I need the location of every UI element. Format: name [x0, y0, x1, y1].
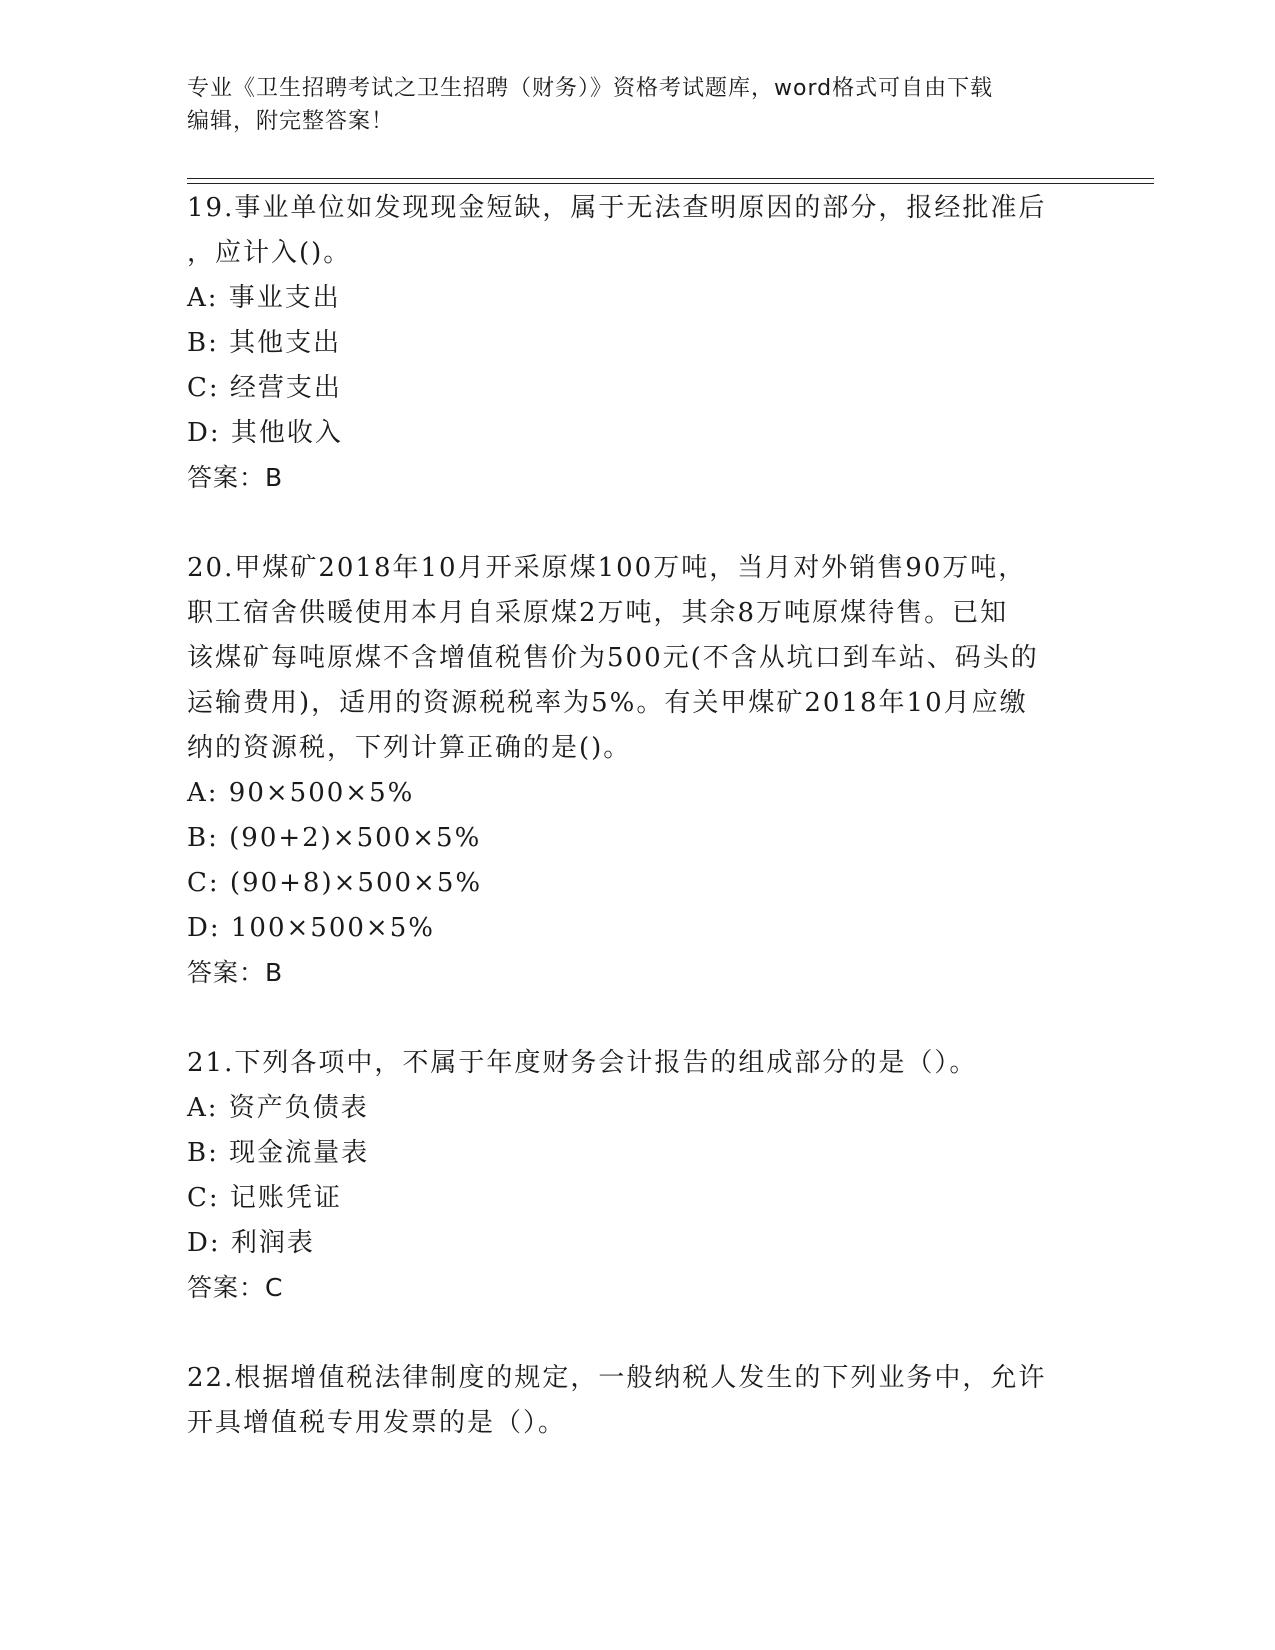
question-stem-line: 19.事业单位如发现现金短缺，属于无法查明原因的部分，报经批准后: [187, 193, 1047, 223]
option-a: A: 事业支出: [187, 283, 341, 313]
option-b: B: (90+2)×500×5%: [187, 823, 482, 853]
question-stem-line: 21.下列各项中，不属于年度财务会计报告的组成部分的是（）。: [187, 1048, 978, 1078]
question-stem-line: 运输费用)，适用的资源税税率为5%。有关甲煤矿2018年10月应缴: [187, 688, 1028, 718]
option-c: C: (90+8)×500×5%: [187, 868, 483, 898]
header-line-2: 编辑，附完整答案！: [187, 109, 395, 134]
option-d: D: 利润表: [187, 1228, 315, 1258]
answer-label: 答案：C: [187, 1273, 284, 1302]
option-b: B: 现金流量表: [187, 1138, 370, 1168]
question-stem-line: 20.甲煤矿2018年10月开采原煤100万吨，当月对外销售90万吨，: [187, 553, 1027, 583]
option-d: D: 100×500×5%: [187, 913, 435, 943]
option-c: C: 经营支出: [187, 373, 342, 403]
option-d: D: 其他收入: [187, 418, 343, 448]
answer-label: 答案：B: [187, 463, 284, 492]
question-stem-line: 开具增值税专用发票的是（）。: [187, 1408, 567, 1438]
option-a: A: 资产负债表: [187, 1093, 369, 1123]
option-c: C: 记账凭证: [187, 1183, 342, 1213]
header-line-1: 专业《卫生招聘考试之卫生招聘（财务）》资格考试题库，word格式可自由下载: [187, 76, 994, 101]
answer-label: 答案：B: [187, 958, 284, 987]
question-stem-line: 22.根据增值税法律制度的规定，一般纳税人发生的下列业务中，允许: [187, 1363, 1047, 1393]
question-stem-line: 职工宿舍供暖使用本月自采原煤2万吨，其余8万吨原煤待售。已知: [187, 598, 1009, 628]
header-divider-top: [187, 178, 1154, 179]
document-header: [187, 72, 1067, 138]
header-divider-bottom: [187, 183, 1154, 184]
question-stem-line: 该煤矿每吨原煤不含增值税售价为500元(不含从坑口到车站、码头的: [187, 643, 1039, 673]
question-stem-line: ，应计入()。: [187, 238, 352, 268]
option-b: B: 其他支出: [187, 328, 342, 358]
option-a: A: 90×500×5%: [187, 778, 415, 808]
question-stem-line: 纳的资源税，下列计算正确的是()。: [187, 733, 632, 763]
